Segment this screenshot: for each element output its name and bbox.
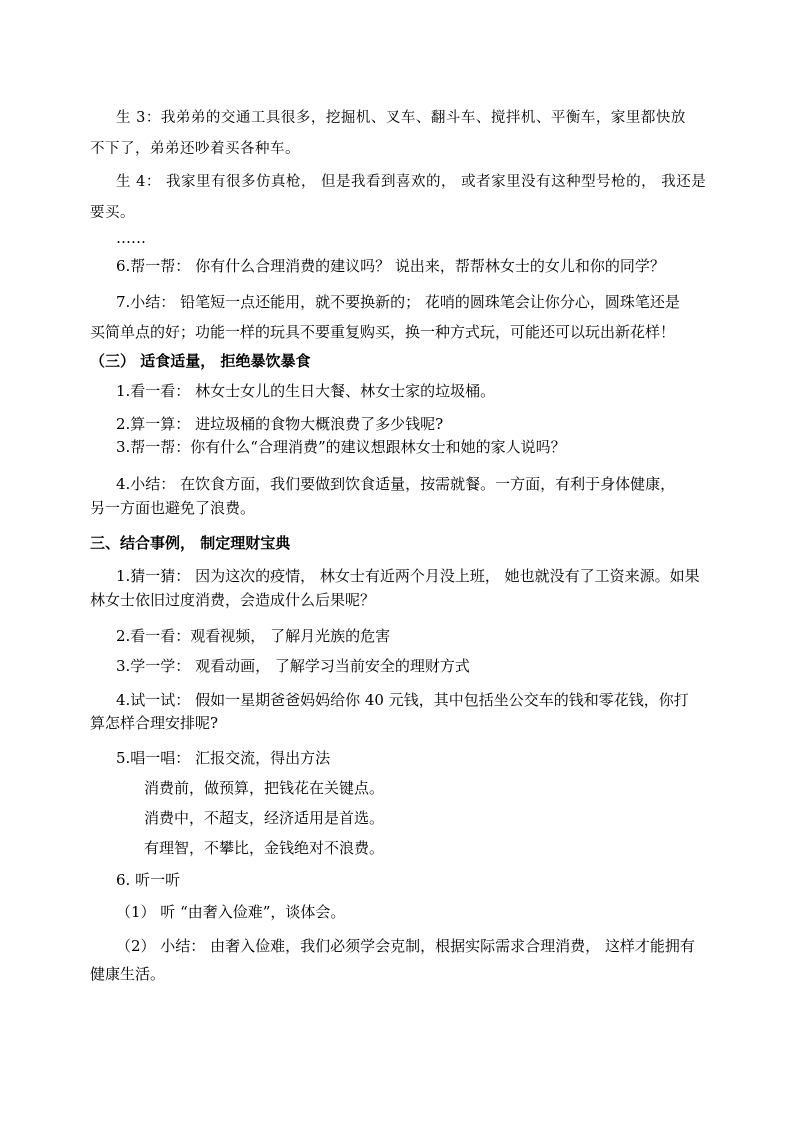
text-line: 生 3：我弟弟的交通工具很多，挖掘机、叉车、翻斗车、搅拌机、平衡车，家里都快放: [116, 110, 686, 126]
text-line: 健康生活。: [90, 965, 166, 983]
text-line: 林女士依旧过度消费，会造成什么后果呢？: [90, 591, 376, 609]
text-line: 要买。: [90, 205, 135, 221]
text-line: （2） 小结： 由奢入俭难，我们必须学会克制，根据实际需求合理消费， 这样才能拥有: [116, 937, 695, 955]
section-heading: （三） 适食适量， 拒绝暴饮暴食: [90, 352, 311, 370]
text-line: 生 4： 我家里有很多仿真枪， 但是我看到喜欢的， 或者家里没有这种型号枪的， 我还是: [116, 174, 707, 190]
text-line: 6.帮一帮： 你有什么合理消费的建议吗？ 说出来，帮帮林女士的女儿和你的同学？: [116, 257, 665, 275]
text-line: 不下了，弟弟还吵着买各种车。: [90, 141, 300, 157]
text-line: 1.猜一猜： 因为这次的疫情， 林女士有近两个月没上班， 她也就没有了工资来源。如果: [116, 567, 700, 585]
text-line: 买简单点的好；功能一样的玩具不要重复购买，换一种方式玩，可能还可以玩出新花样！: [90, 323, 676, 341]
text-line: 算怎样合理安排呢?: [90, 714, 219, 732]
text-line: 7.小结： 铅笔短一点还能用，就不要换新的； 花哨的圆珠笔会让你分心，圆珠笔还是: [116, 293, 680, 311]
text-line: 6. 听一听: [116, 871, 181, 889]
text-line: 另一方面也避免了浪费。: [90, 499, 256, 517]
ellipsis-line: ……: [116, 229, 146, 247]
text-line: 4.试一试： 假如一星期爸爸妈妈给你 40 元钱，其中包括坐公交车的钱和零花钱，你打: [116, 691, 689, 709]
rhyme-line: 消费前，做预算，把钱花在关键点。: [144, 779, 385, 797]
text-line: 2.算一算： 进垃圾桶的食物大概浪费了多少钱呢?: [116, 415, 444, 433]
text-line: 1.看一看： 林女士女儿的生日大餐、林女士家的垃圾桶。: [116, 382, 496, 400]
text-line: 5.唱一唱： 汇报交流，得出方法: [116, 749, 331, 767]
section-heading: 三、结合事例， 制定理财宝典: [90, 534, 291, 552]
text-line: 3.帮一帮：你有什么“合理消费”的建议想跟林女士和她的家人说吗？: [116, 438, 566, 456]
text-line: （1） 听 “由奢入俭难”，谈体会。: [116, 903, 346, 921]
text-line: 2.看一看：观看视频， 了解月光族的危害: [116, 627, 391, 645]
rhyme-line: 有理智，不攀比，金钱绝对不浪费。: [144, 839, 385, 857]
text-line: 3.学一学： 观看动画， 了解学习当前安全的理财方式: [116, 657, 470, 675]
rhyme-line: 消费中，不超支，经济适用是首选。: [144, 809, 385, 827]
text-line: 4.小结： 在饮食方面，我们要做到饮食适量，按需就餐。一方面，有利于身体健康，: [116, 475, 676, 493]
